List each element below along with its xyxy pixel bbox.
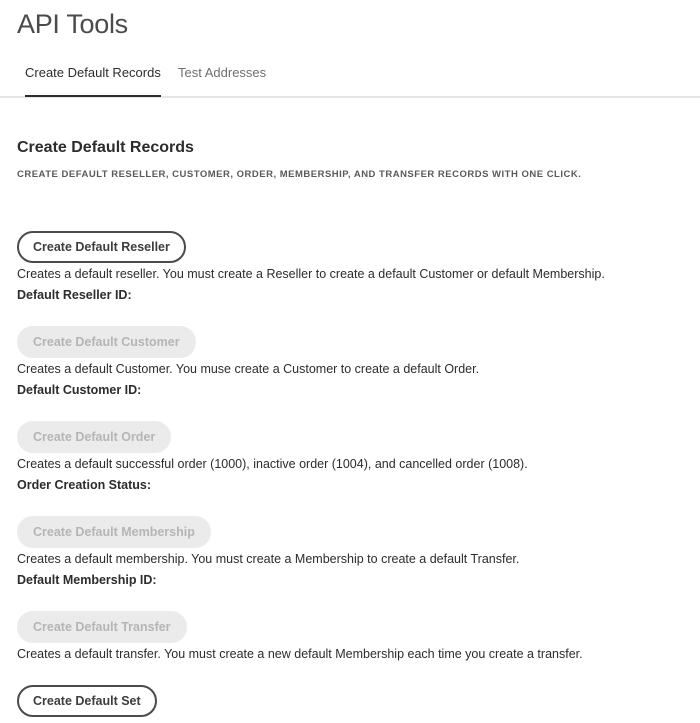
create-default-set-button[interactable]: Create Default Set xyxy=(17,685,157,717)
tab-bar xyxy=(0,56,700,98)
transfer-description: Creates a default transfer. You must create a new default Membership each time you create a transfer. xyxy=(17,647,583,661)
page-title: API Tools xyxy=(17,9,128,39)
create-default-transfer-button[interactable]: Create Default Transfer xyxy=(17,611,187,643)
section-heading: Create Default Records xyxy=(17,139,194,156)
create-default-customer-button[interactable]: Create Default Customer xyxy=(17,326,196,358)
tab-test-addresses[interactable]: Test Addresses xyxy=(178,65,267,80)
order-description: Creates a default successful order (1000), inactive order (1004), and cancelled order (1008). xyxy=(17,457,528,471)
membership-description: Creates a default membership. You must create a Membership to create a default Transfer. xyxy=(17,552,520,566)
default-customer-id-label: Default Customer ID: xyxy=(17,383,142,397)
customer-description: Creates a default Customer. You muse create a Customer to create a default Order. xyxy=(17,362,480,376)
section-subheading: CREATE DEFAULT RESELLER, CUSTOMER, ORDER, MEMBERSHIP, AND TRANSFER RECORDS WITH ONE CLICK. xyxy=(17,169,582,180)
default-reseller-id-label: Default Reseller ID: xyxy=(17,288,132,302)
default-membership-id-label: Default Membership ID: xyxy=(17,573,157,587)
order-creation-status-label: Order Creation Status: xyxy=(17,478,152,492)
tab-create-default-records[interactable]: Create Default Records xyxy=(25,65,161,80)
reseller-description: Creates a default reseller. You must create a Reseller to create a default Customer or default Membership. xyxy=(17,267,605,281)
create-default-reseller-button[interactable]: Create Default Reseller xyxy=(17,231,186,263)
create-default-order-button[interactable]: Create Default Order xyxy=(17,421,171,453)
create-default-membership-button[interactable]: Create Default Membership xyxy=(17,516,211,548)
